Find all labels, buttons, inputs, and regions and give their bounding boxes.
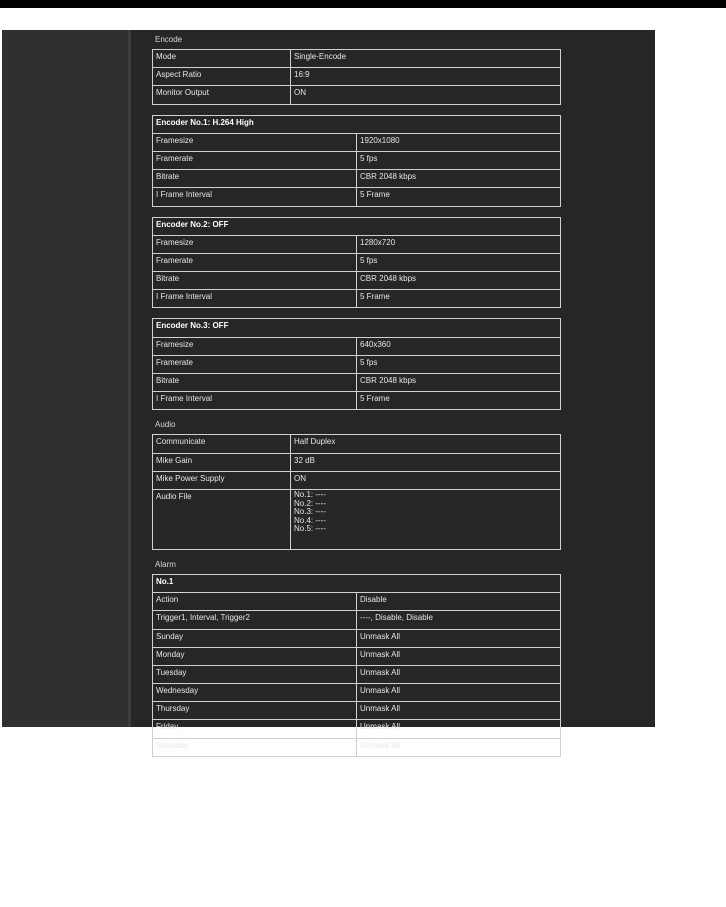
row-label: Mike Gain	[153, 453, 291, 471]
row-label: I Frame Interval	[153, 392, 357, 410]
row-label: Sunday	[153, 629, 357, 647]
audio-file-list	[291, 489, 561, 549]
row-value: Unmask All	[357, 665, 561, 683]
table-row	[153, 235, 561, 253]
encoder-3-table	[152, 318, 561, 410]
row-value: 5 fps	[357, 151, 561, 169]
row-label: Tuesday	[153, 665, 357, 683]
encoder-2-header: Encoder No.2: OFF	[153, 217, 561, 235]
table-row	[153, 720, 561, 738]
table-header-row	[153, 574, 561, 592]
sidebar	[2, 30, 131, 727]
audio-file-item: No.3: ----	[294, 507, 326, 517]
row-label: I Frame Interval	[153, 188, 357, 206]
table-row	[153, 355, 561, 373]
audio-table	[152, 434, 561, 550]
table-row	[153, 453, 561, 471]
section-title-alarm: Alarm	[155, 559, 176, 569]
row-value: ON	[291, 86, 561, 104]
row-label: Mode	[153, 50, 291, 68]
row-value: Unmask All	[357, 684, 561, 702]
audio-file-item: No.2: ----	[294, 498, 326, 508]
row-label: Friday	[153, 720, 357, 738]
row-value: 32 dB	[291, 453, 561, 471]
alarm-header: No.1	[153, 574, 561, 592]
table-row	[153, 337, 561, 355]
row-label: I Frame Interval	[153, 290, 357, 308]
row-value: Disable	[357, 593, 561, 611]
row-label: Framerate	[153, 151, 357, 169]
row-value: Half Duplex	[291, 435, 561, 453]
section-title-audio: Audio	[155, 420, 176, 430]
row-value: ON	[291, 471, 561, 489]
row-label: Bitrate	[153, 272, 357, 290]
row-label: Trigger1, Interval, Trigger2	[153, 611, 357, 629]
row-value: CBR 2048 kbps	[357, 374, 561, 392]
row-label: Wednesday	[153, 684, 357, 702]
table-row	[153, 702, 561, 720]
table-header-row	[153, 319, 561, 337]
row-value: CBR 2048 kbps	[357, 272, 561, 290]
table-row	[153, 392, 561, 410]
row-value: Unmask All	[357, 647, 561, 665]
table-row	[153, 188, 561, 206]
table-row	[153, 665, 561, 683]
row-label: Aspect Ratio	[153, 68, 291, 86]
encode-table	[152, 49, 561, 105]
table-row	[153, 253, 561, 271]
row-value: 640x360	[357, 337, 561, 355]
row-label: Bitrate	[153, 374, 357, 392]
row-value: ----, Disable, Disable	[357, 611, 561, 629]
row-value: 5 Frame	[357, 290, 561, 308]
row-label: Thursday	[153, 702, 357, 720]
row-label: Action	[153, 593, 357, 611]
row-label: Framerate	[153, 355, 357, 373]
alarm-table	[152, 574, 561, 757]
table-row	[153, 272, 561, 290]
encoder-3-header: Encoder No.3: OFF	[153, 319, 561, 337]
row-label: Framesize	[153, 235, 357, 253]
top-rule	[0, 0, 726, 8]
table-row	[153, 86, 561, 104]
row-value: Unmask All	[357, 629, 561, 647]
row-value: Single-Encode	[291, 50, 561, 68]
table-row	[153, 489, 561, 549]
table-row	[153, 471, 561, 489]
row-label: Mike Power Supply	[153, 471, 291, 489]
encoder-1-table	[152, 115, 561, 207]
audio-file-label: Audio File	[153, 489, 291, 549]
table-row	[153, 647, 561, 665]
settings-content	[152, 30, 562, 757]
row-value: Unmask All	[357, 720, 561, 738]
row-label: Framerate	[153, 253, 357, 271]
table-row	[153, 593, 561, 611]
row-label: Saturday	[153, 738, 357, 756]
table-row	[153, 170, 561, 188]
row-value: Unmask All	[357, 702, 561, 720]
audio-file-item: No.1: ----	[294, 489, 326, 499]
row-value: 1920x1080	[357, 133, 561, 151]
row-value: 1280x720	[357, 235, 561, 253]
section-title-encode: Encode	[155, 35, 183, 44]
row-value: 5 fps	[357, 355, 561, 373]
table-row	[153, 133, 561, 151]
table-row	[153, 151, 561, 169]
audio-file-item: No.4: ----	[294, 515, 326, 525]
table-row	[153, 290, 561, 308]
row-label: Monitor Output	[153, 86, 291, 104]
row-label: Framesize	[153, 133, 357, 151]
row-value: CBR 2048 kbps	[357, 170, 561, 188]
row-value: 5 Frame	[357, 188, 561, 206]
row-value: 16:9	[291, 68, 561, 86]
row-label: Bitrate	[153, 170, 357, 188]
table-row	[153, 611, 561, 629]
encoder-1-header: Encoder No.1: H.264 High	[153, 115, 561, 133]
row-value: 5 fps	[357, 253, 561, 271]
table-row	[153, 629, 561, 647]
encoder-2-table	[152, 217, 561, 309]
table-row	[153, 435, 561, 453]
table-row	[153, 374, 561, 392]
settings-screen	[2, 30, 655, 750]
table-row	[153, 738, 561, 756]
table-row	[153, 50, 561, 68]
row-label: Communicate	[153, 435, 291, 453]
row-value: Unmask All	[357, 738, 561, 756]
table-header-row	[153, 115, 561, 133]
audio-file-item: No.5: ----	[294, 524, 326, 534]
table-row	[153, 68, 561, 86]
table-header-row	[153, 217, 561, 235]
row-value: 5 Frame	[357, 392, 561, 410]
row-label: Framesize	[153, 337, 357, 355]
table-row	[153, 684, 561, 702]
row-label: Monday	[153, 647, 357, 665]
